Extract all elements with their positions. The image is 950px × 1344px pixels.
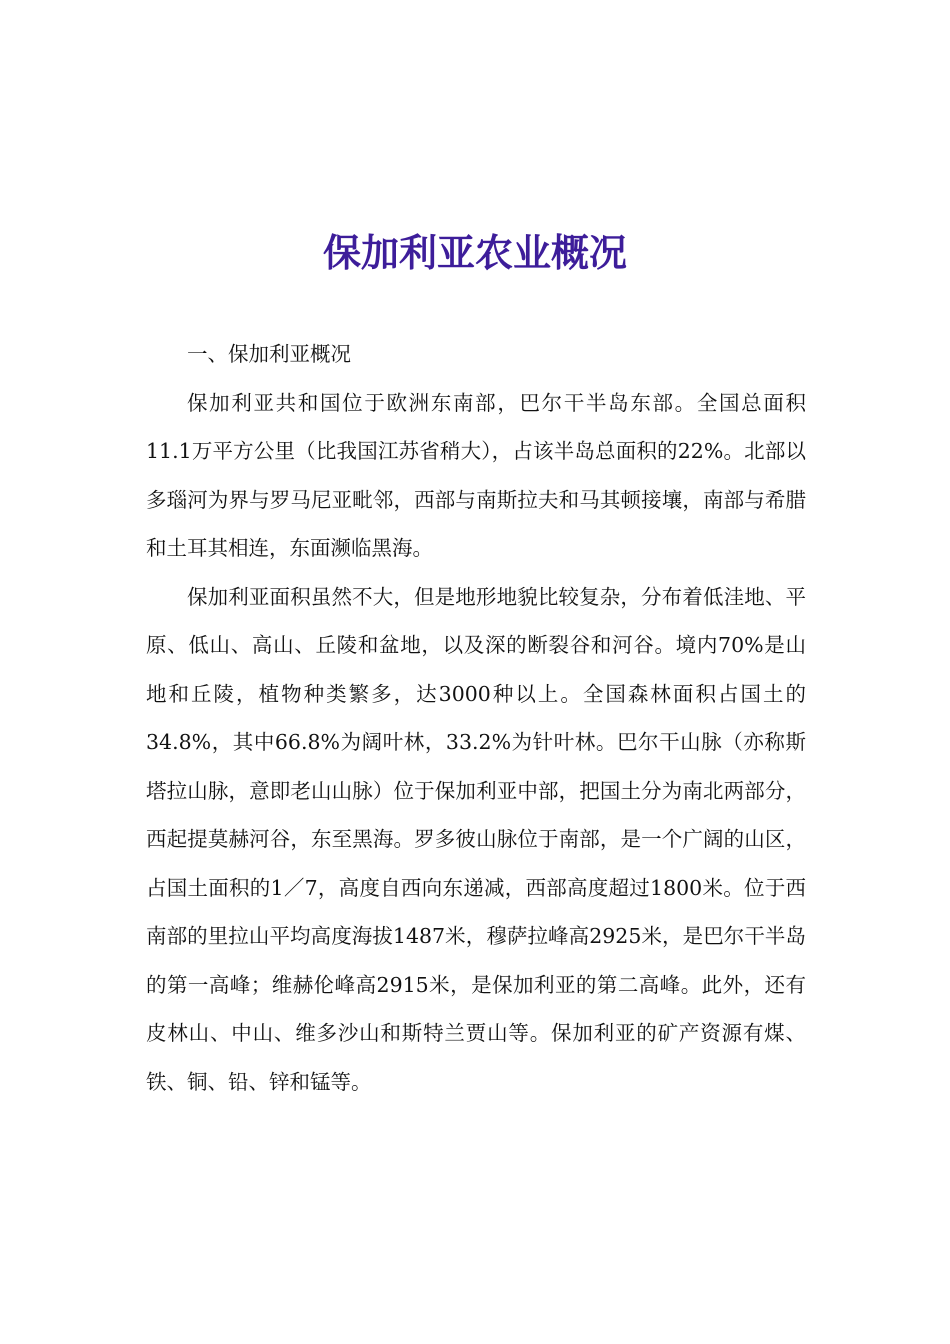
- section-heading: 一、保加利亚概况: [187, 342, 351, 366]
- paragraph-location: 保加利亚共和国位于欧洲东南部，巴尔干半岛东部。全国总面积11.1万平方公里（比我国江苏省稍大），占该半岛总面积的22%。北部以多瑙河为界与罗马尼亚毗邻，西部与南斯拉夫和马其顿接壤，南部与希腊和土耳其相连，东面濒临黑海。: [146, 390, 806, 560]
- page-title: 保加利亚农业概况: [322, 230, 627, 275]
- paragraph-terrain: 保加利亚面积虽然不大，但是地形地貌比较复杂，分布着低洼地、平原、低山、高山、丘陵和盆地，以及深的断裂谷和河谷。境内70%是山地和丘陵，植物种类繁多，达3000种以上。全国森林面积占国土的34.8%，其中66.8%为阔叶林，33.2%为针叶林。巴尔干山脉（亦称斯塔拉山脉，意即老山山脉）位于保加利亚中部，把国土分为南北两部分，西起提莫赫河谷，东至黑海。罗多彼山脉位于南部，是一个广阔的山区，占国土面积的1／7，高度自西向东递减，西部高度超过1800米。位于西南部的里拉山平均高度海拔1487米，穆萨拉峰高2925米，是巴尔干半岛的第一高峰；维赫伦峰高2915米，是保加利亚的第二高峰。此外，还有皮林山、中山、维多沙山和斯特兰贾山等。保加利亚的矿产资源有煤、铁、铜、铅、锌和锰等。: [146, 584, 806, 1094]
- document-body: [146, 330, 806, 1106]
